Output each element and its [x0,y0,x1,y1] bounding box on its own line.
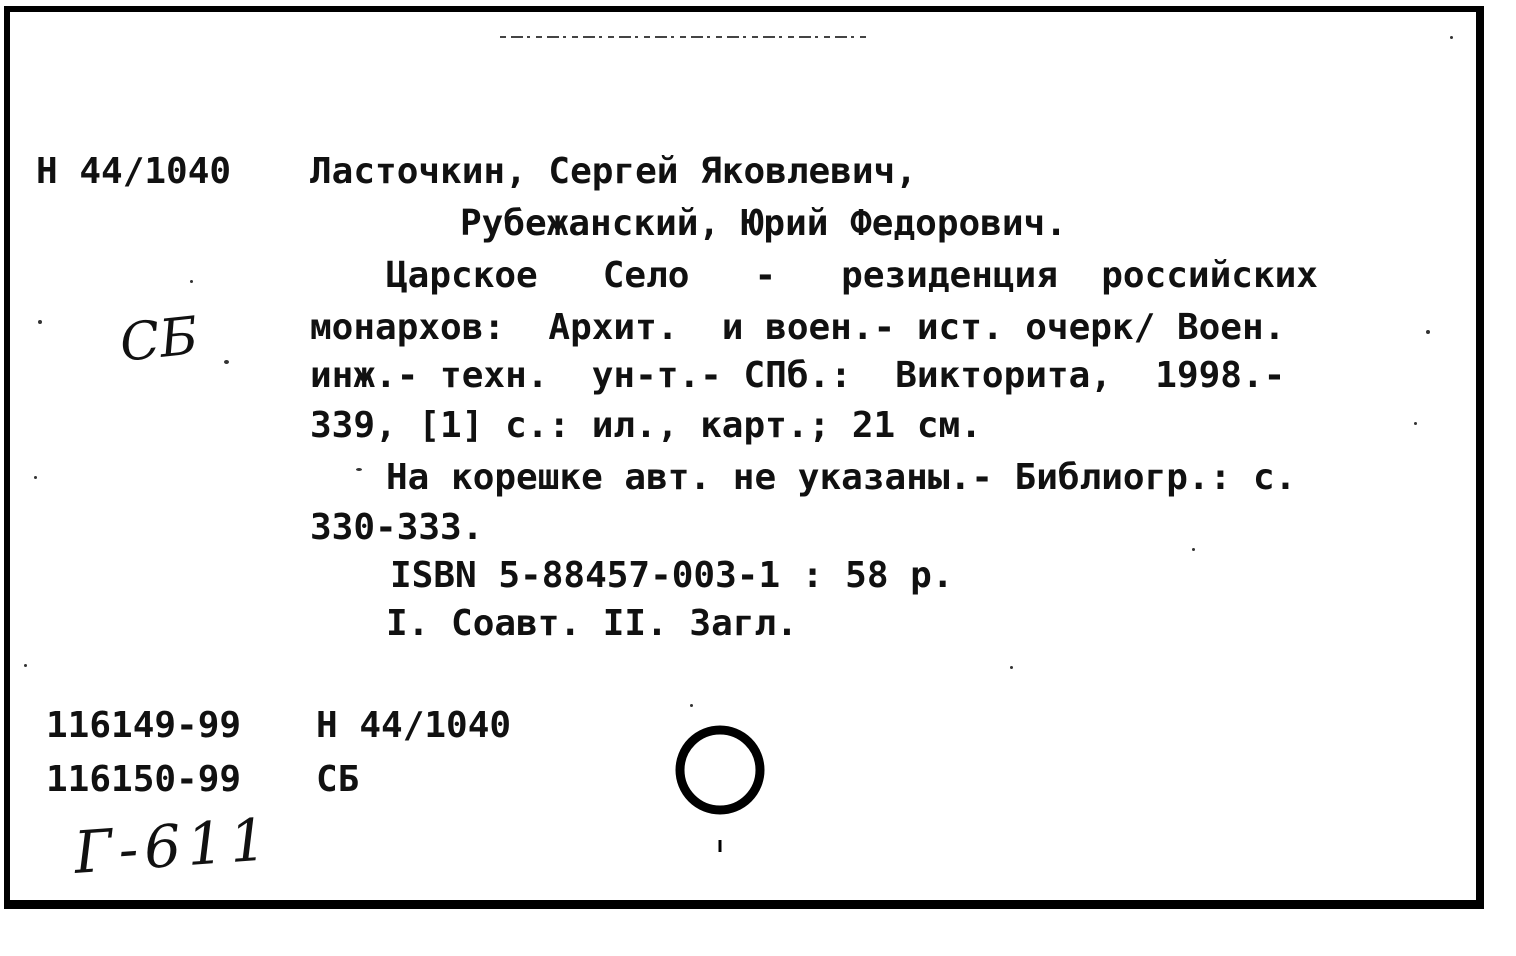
title-line: инж.- техн. ун-т.- СПб.: Викторита, 1998.- [310,355,1286,396]
speck [1450,36,1453,39]
note-line: 330-333. [310,507,484,548]
isbn-line: ISBN 5-88457-003-1 : 58 р. [390,555,954,596]
note-line: На корешке авт. не указаны.- Библиогр.: с. [386,457,1297,498]
punch-hole [672,722,772,862]
speck [1426,330,1430,334]
title-line: монархов: Архит. и воен.- ист. очерк/ Воен. [310,307,1286,348]
call-number: Н 44/1040 [36,151,232,192]
inventory-number: 116149-99 [46,705,242,746]
speck [24,664,27,667]
inventory-location: СБ [316,759,360,800]
speck [34,476,37,479]
speck [356,468,362,471]
handwritten-side-note: СБ [117,306,201,374]
top-border-dash-marks [490,32,890,42]
speck [690,704,693,707]
speck [224,360,229,364]
speck [190,280,193,283]
handwritten-bottom-note: Г-611 [71,805,275,887]
title-line: 339, [1] с.: ил., карт.; 21 см. [310,405,982,446]
speck [1010,666,1013,669]
speck [1192,548,1195,551]
author-line: Ласточкин, Сергей Яковлевич, [310,151,917,192]
coauthor-line: Рубежанский, Юрий Федорович. [460,203,1067,244]
catalog-card [4,6,1484,909]
title-line: Царское Село - резиденция российских [386,255,1318,296]
inventory-location: Н 44/1040 [316,705,512,746]
tracings-line: I. Соавт. II. Загл. [386,603,798,644]
speck [1414,422,1417,425]
inventory-number: 116150-99 [46,759,242,800]
speck [38,320,42,324]
